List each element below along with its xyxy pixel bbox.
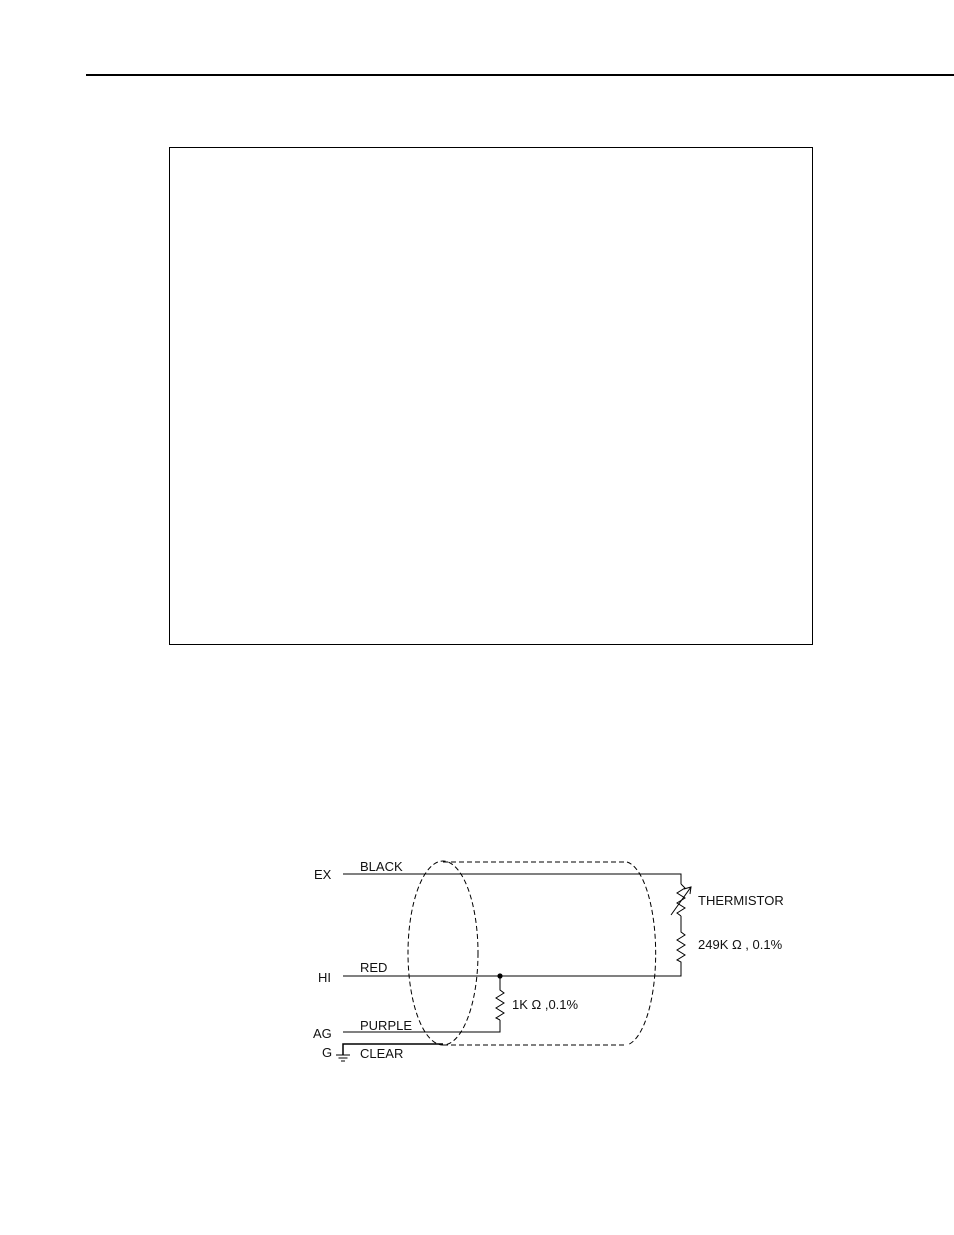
thermistor-symbol bbox=[671, 884, 691, 928]
terminal-hi-label: HI bbox=[318, 970, 331, 985]
ground-icon bbox=[336, 1055, 350, 1061]
resistor-249k-symbol bbox=[677, 928, 685, 966]
resistor-1k-label: 1K Ω ,0.1% bbox=[512, 997, 579, 1012]
resistor-1k-symbol bbox=[496, 986, 504, 1020]
black-wire bbox=[343, 874, 681, 884]
terminal-g-label: G bbox=[322, 1045, 333, 1060]
wire-red-label: RED bbox=[360, 960, 388, 975]
red-wire bbox=[343, 966, 681, 976]
wire-purple-label: PURPLE bbox=[360, 1018, 413, 1033]
cable-shield bbox=[408, 861, 656, 1045]
wire-black-label: BLACK bbox=[360, 859, 403, 874]
resistor-249k-label: 249K Ω , 0.1% bbox=[698, 937, 783, 952]
junction-dot bbox=[497, 973, 502, 978]
wire-clear-label: CLEAR bbox=[360, 1046, 404, 1061]
terminal-ag-label: AG bbox=[313, 1026, 332, 1041]
shield-near-end bbox=[408, 861, 478, 1045]
terminal-ex-label: EX bbox=[314, 867, 332, 882]
thermistor-label: THERMISTOR bbox=[698, 893, 784, 908]
shield-far-end bbox=[627, 862, 656, 1045]
